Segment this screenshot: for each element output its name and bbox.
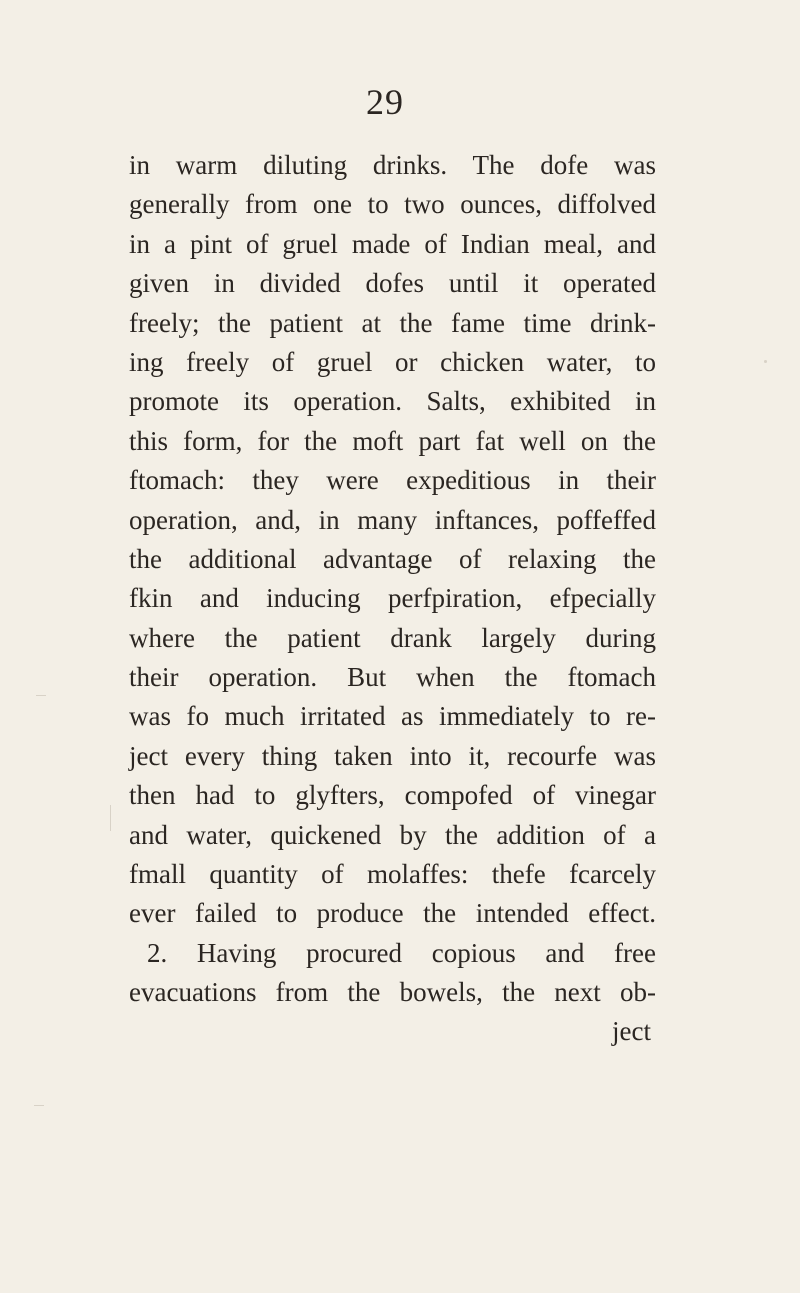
paper-fleck: [110, 805, 111, 831]
text-line: generally from one to two ounces, diffolved: [129, 189, 656, 220]
text-line: then had to glyfters, compofed of vinegar: [129, 780, 656, 811]
text-line: ject every thing taken into it, recourfe was: [129, 740, 656, 771]
text-line: ing freely of gruel or chicken water, to: [129, 346, 656, 377]
text-line: was fo much irritated as immediately to re-: [129, 701, 656, 732]
page-number: 29: [366, 82, 404, 122]
text-line: their operation. But when the ftomach: [129, 662, 656, 693]
paper-fleck: [34, 1105, 44, 1106]
text-line: ever failed to produce the intended effect.: [129, 898, 656, 929]
text-line: fkin and inducing perfpiration, efpecially: [129, 583, 656, 614]
paper-fleck: [36, 695, 46, 696]
text-line: freely; the patient at the fame time drink-: [129, 307, 656, 338]
text-line: where the patient drank largely during: [129, 622, 656, 653]
catchword: ject: [612, 1016, 651, 1046]
text-line: the additional advantage of relaxing the: [129, 543, 656, 574]
text-line: in a pint of gruel made of Indian meal, and: [129, 228, 656, 259]
text-line: promote its operation. Salts, exhibited in: [129, 386, 656, 417]
text-line: and water, quickened by the addition of a: [129, 819, 656, 850]
text-line-paragraph-start: 2. Having procured copious and free: [147, 937, 656, 968]
text-line: this form, for the moft part fat well on the: [129, 425, 656, 456]
text-line: evacuations from the bowels, the next ob-: [129, 977, 656, 1008]
text-line: ftomach: they were expeditious in their: [129, 465, 656, 496]
text-line: operation, and, in many inftances, poffeffed: [129, 504, 656, 535]
text-line: in warm diluting drinks. The dofe was: [129, 150, 656, 180]
body-text: [129, 146, 656, 1013]
text-line: given in divided dofes until it operated: [129, 268, 656, 299]
text-line: fmall quantity of molaffes: thefe fcarcely: [129, 859, 656, 890]
paper-fleck: [764, 360, 767, 363]
